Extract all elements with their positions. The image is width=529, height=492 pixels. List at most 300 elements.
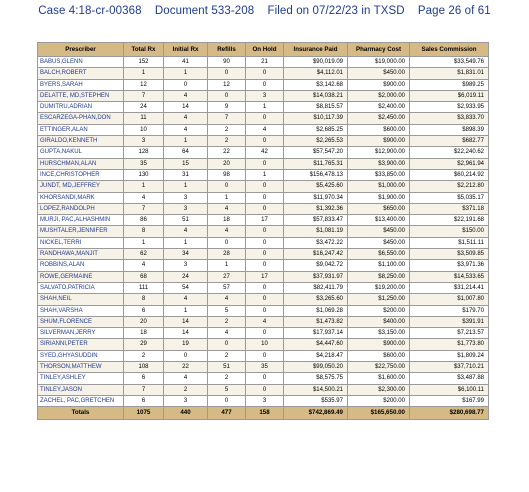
column-header-on-hold: On Hold: [246, 43, 284, 57]
cell-pharmacy-cost: $1,100.00: [348, 260, 410, 271]
cell-sales-commission: $1,809.24: [410, 350, 489, 361]
cell-initial-rx: 19: [164, 339, 208, 350]
cell-total-rx: 111: [124, 282, 164, 293]
cell-on-hold: 0: [246, 192, 284, 203]
cell-sales-commission: $22,240.62: [410, 147, 489, 158]
cell-insurance-paid: $3,265.60: [284, 294, 348, 305]
table-row: [38, 169, 489, 180]
cell-prescriber: SHAH,NEIL: [38, 294, 124, 305]
cell-sales-commission: $3,487.88: [410, 373, 489, 384]
table-row: [38, 282, 489, 293]
cell-sales-commission: $2,961.94: [410, 158, 489, 169]
cell-on-hold: 1: [246, 169, 284, 180]
table-row: [38, 136, 489, 147]
table-header-row: [38, 43, 489, 57]
cell-insurance-paid: $1,392.36: [284, 203, 348, 214]
cell-initial-rx: 15: [164, 158, 208, 169]
cell-on-hold: 0: [246, 68, 284, 79]
column-header-prescriber: Prescriber: [38, 43, 124, 57]
cell-initial-rx: 3: [164, 203, 208, 214]
cell-initial-rx: 2: [164, 384, 208, 395]
cell-prescriber: KHORSANDI,MARK: [38, 192, 124, 203]
cell-initial-rx: 3: [164, 260, 208, 271]
cell-initial-rx: 64: [164, 147, 208, 158]
total-prescriber: Totals: [38, 407, 124, 420]
cell-sales-commission: $179.70: [410, 305, 489, 316]
cell-sales-commission: $167.99: [410, 395, 489, 406]
total-refills: 477: [208, 407, 246, 420]
cell-initial-rx: 1: [164, 237, 208, 248]
cell-refills: 5: [208, 305, 246, 316]
cell-total-rx: 8: [124, 226, 164, 237]
cell-total-rx: 68: [124, 271, 164, 282]
totals-row: [38, 407, 489, 420]
cell-pharmacy-cost: $450.00: [348, 68, 410, 79]
cell-pharmacy-cost: $600.00: [348, 124, 410, 135]
table-row: [38, 237, 489, 248]
cell-refills: 12: [208, 79, 246, 90]
cell-insurance-paid: $4,112.01: [284, 68, 348, 79]
cell-insurance-paid: $1,069.28: [284, 305, 348, 316]
cell-pharmacy-cost: $2,400.00: [348, 102, 410, 113]
cell-initial-rx: 41: [164, 57, 208, 68]
cell-on-hold: 3: [246, 395, 284, 406]
cell-sales-commission: $6,100.11: [410, 384, 489, 395]
cell-sales-commission: $1,007.80: [410, 294, 489, 305]
cell-initial-rx: 1: [164, 136, 208, 147]
cell-refills: 57: [208, 282, 246, 293]
cell-on-hold: 35: [246, 362, 284, 373]
cell-total-rx: 128: [124, 147, 164, 158]
cell-pharmacy-cost: $200.00: [348, 305, 410, 316]
cell-on-hold: 0: [246, 237, 284, 248]
cell-on-hold: 4: [246, 316, 284, 327]
cell-prescriber: RANDHAWA,MANJIT: [38, 249, 124, 260]
cell-total-rx: 35: [124, 158, 164, 169]
cell-on-hold: 0: [246, 181, 284, 192]
column-header-refills: Refills: [208, 43, 246, 57]
cell-prescriber: BABUS,GLENN: [38, 57, 124, 68]
cell-initial-rx: 14: [164, 328, 208, 339]
cell-insurance-paid: $14,038.21: [284, 90, 348, 101]
total-sales-commission: $280,698.77: [410, 407, 489, 420]
cell-insurance-paid: $2,685.25: [284, 124, 348, 135]
cell-pharmacy-cost: $900.00: [348, 339, 410, 350]
table-row: [38, 316, 489, 327]
cell-insurance-paid: $82,411.79: [284, 282, 348, 293]
cell-total-rx: 1: [124, 181, 164, 192]
cell-insurance-paid: $8,815.57: [284, 102, 348, 113]
cell-pharmacy-cost: $13,400.00: [348, 215, 410, 226]
table-body: [38, 57, 489, 407]
cell-total-rx: 24: [124, 102, 164, 113]
cell-prescriber: TINLEY,ASHLEY: [38, 373, 124, 384]
column-header-pharmacy-cost: Pharmacy Cost: [348, 43, 410, 57]
cell-pharmacy-cost: $19,000.00: [348, 57, 410, 68]
cell-total-rx: 6: [124, 373, 164, 384]
cell-prescriber: ROBBINS,ALAN: [38, 260, 124, 271]
cell-pharmacy-cost: $19,200.00: [348, 282, 410, 293]
cell-prescriber: THORSON,MATTHEW: [38, 362, 124, 373]
cell-sales-commission: $989.25: [410, 79, 489, 90]
table-row: [38, 79, 489, 90]
cell-on-hold: 0: [246, 328, 284, 339]
cell-insurance-paid: $5,425.60: [284, 181, 348, 192]
prescriber-table: [37, 42, 489, 420]
cell-refills: 2: [208, 316, 246, 327]
table-row: [38, 294, 489, 305]
cell-sales-commission: $2,212.80: [410, 181, 489, 192]
cell-pharmacy-cost: $900.00: [348, 79, 410, 90]
cell-prescriber: SIRIANNI,PETER: [38, 339, 124, 350]
cell-refills: 22: [208, 147, 246, 158]
cell-pharmacy-cost: $650.00: [348, 203, 410, 214]
cell-total-rx: 10: [124, 124, 164, 135]
cell-prescriber: LOPEZ,RANDOLPH: [38, 203, 124, 214]
cell-refills: 2: [208, 373, 246, 384]
table-row: [38, 57, 489, 68]
cell-initial-rx: 14: [164, 316, 208, 327]
cell-refills: 0: [208, 68, 246, 79]
cell-pharmacy-cost: $12,900.00: [348, 147, 410, 158]
cell-total-rx: 86: [124, 215, 164, 226]
cell-on-hold: 0: [246, 294, 284, 305]
table-row: [38, 203, 489, 214]
cell-prescriber: SHUM,FLORENCE: [38, 316, 124, 327]
cell-prescriber: DELATTE, MD,STEPHEN: [38, 90, 124, 101]
cell-refills: 0: [208, 339, 246, 350]
cell-pharmacy-cost: $3,900.00: [348, 158, 410, 169]
cell-pharmacy-cost: $2,300.00: [348, 384, 410, 395]
cell-prescriber: HURSCHMAN,ALAN: [38, 158, 124, 169]
cell-pharmacy-cost: $1,600.00: [348, 373, 410, 384]
cell-refills: 0: [208, 237, 246, 248]
cell-initial-rx: 51: [164, 215, 208, 226]
total-pharmacy-cost: $165,650.00: [348, 407, 410, 420]
cell-pharmacy-cost: $900.00: [348, 136, 410, 147]
cell-initial-rx: 1: [164, 305, 208, 316]
cell-total-rx: 7: [124, 90, 164, 101]
cell-insurance-paid: $90,019.09: [284, 57, 348, 68]
table-row: [38, 113, 489, 124]
cell-initial-rx: 1: [164, 68, 208, 79]
cell-insurance-paid: $3,472.22: [284, 237, 348, 248]
table-row: [38, 350, 489, 361]
table-row: [38, 215, 489, 226]
cell-initial-rx: 1: [164, 181, 208, 192]
cell-initial-rx: 0: [164, 79, 208, 90]
cell-initial-rx: 3: [164, 395, 208, 406]
cell-pharmacy-cost: $6,550.00: [348, 249, 410, 260]
cell-pharmacy-cost: $1,250.00: [348, 294, 410, 305]
cell-refills: 27: [208, 271, 246, 282]
cell-total-rx: 12: [124, 79, 164, 90]
cell-prescriber: ROWE,GERMAINE: [38, 271, 124, 282]
cell-sales-commission: $60,214.92: [410, 169, 489, 180]
cell-total-rx: 7: [124, 203, 164, 214]
cell-refills: 5: [208, 384, 246, 395]
cell-sales-commission: $33,549.76: [410, 57, 489, 68]
cell-prescriber: ZACHEL, PAC,GRETCHEN: [38, 395, 124, 406]
cell-on-hold: 0: [246, 203, 284, 214]
cell-on-hold: 4: [246, 124, 284, 135]
cell-insurance-paid: $3,142.68: [284, 79, 348, 90]
cell-sales-commission: $371.18: [410, 203, 489, 214]
cell-initial-rx: 22: [164, 362, 208, 373]
cell-insurance-paid: $535.97: [284, 395, 348, 406]
cell-sales-commission: $1,773.80: [410, 339, 489, 350]
page-number: Page 26 of 61: [417, 5, 491, 17]
table-row: [38, 124, 489, 135]
cell-on-hold: 17: [246, 271, 284, 282]
cell-insurance-paid: $17,937.14: [284, 328, 348, 339]
cell-pharmacy-cost: $1,900.00: [348, 192, 410, 203]
cell-initial-rx: 4: [164, 373, 208, 384]
cell-on-hold: 0: [246, 350, 284, 361]
cell-sales-commission: $37,710.21: [410, 362, 489, 373]
cell-initial-rx: 31: [164, 169, 208, 180]
table-row: [38, 362, 489, 373]
cell-sales-commission: $22,191.68: [410, 215, 489, 226]
cell-sales-commission: $3,833.70: [410, 113, 489, 124]
cell-refills: 4: [208, 328, 246, 339]
cell-insurance-paid: $4,218.47: [284, 350, 348, 361]
cell-refills: 1: [208, 260, 246, 271]
cell-sales-commission: $3,971.36: [410, 260, 489, 271]
cell-refills: 28: [208, 249, 246, 260]
cell-prescriber: MURJI, PAC,ALHASHMIN: [38, 215, 124, 226]
table-row: [38, 373, 489, 384]
cell-initial-rx: 34: [164, 249, 208, 260]
cell-insurance-paid: $9,042.72: [284, 260, 348, 271]
cell-pharmacy-cost: $400.00: [348, 316, 410, 327]
cell-total-rx: 6: [124, 305, 164, 316]
cell-sales-commission: $682.77: [410, 136, 489, 147]
cell-total-rx: 3: [124, 136, 164, 147]
table-row: [38, 395, 489, 406]
cell-on-hold: 0: [246, 136, 284, 147]
cell-refills: 0: [208, 181, 246, 192]
cell-sales-commission: $898.39: [410, 124, 489, 135]
cell-prescriber: INCE,CHRISTOPHER: [38, 169, 124, 180]
cell-sales-commission: $3,509.85: [410, 249, 489, 260]
table-row: [38, 90, 489, 101]
table-row: [38, 102, 489, 113]
cell-on-hold: 0: [246, 373, 284, 384]
cell-prescriber: ETTINGER,ALAN: [38, 124, 124, 135]
cell-sales-commission: $7,213.57: [410, 328, 489, 339]
cell-on-hold: 0: [246, 384, 284, 395]
cell-pharmacy-cost: $600.00: [348, 350, 410, 361]
cell-initial-rx: 3: [164, 192, 208, 203]
cell-insurance-paid: $16,247.42: [284, 249, 348, 260]
cell-prescriber: SALVATO,PATRICIA: [38, 282, 124, 293]
cell-on-hold: 3: [246, 90, 284, 101]
case-number: Case 4:18-cr-00368: [38, 5, 142, 17]
cell-insurance-paid: $8,575.75: [284, 373, 348, 384]
cell-prescriber: GUPTA,NAKUL: [38, 147, 124, 158]
cell-sales-commission: $31,214.41: [410, 282, 489, 293]
filed-date: Filed on 07/22/23 in TXSD: [267, 5, 405, 17]
cell-total-rx: 152: [124, 57, 164, 68]
cell-prescriber: ESCARZEGA-PHAN,DON: [38, 113, 124, 124]
cell-refills: 4: [208, 226, 246, 237]
cell-sales-commission: $150.00: [410, 226, 489, 237]
table-row: [38, 271, 489, 282]
cell-insurance-paid: $57,833.47: [284, 215, 348, 226]
cell-pharmacy-cost: $450.00: [348, 226, 410, 237]
table-row: [38, 384, 489, 395]
column-header-total-rx: Total Rx: [124, 43, 164, 57]
table-row: [38, 249, 489, 260]
cell-refills: 90: [208, 57, 246, 68]
cell-on-hold: 0: [246, 282, 284, 293]
cell-refills: 4: [208, 294, 246, 305]
cell-refills: 2: [208, 350, 246, 361]
cell-prescriber: MUSHTALER,JENNIFER: [38, 226, 124, 237]
column-header-insurance-paid: Insurance Paid: [284, 43, 348, 57]
cell-total-rx: 11: [124, 113, 164, 124]
cell-total-rx: 8: [124, 294, 164, 305]
cell-refills: 1: [208, 192, 246, 203]
cell-sales-commission: $1,831.01: [410, 68, 489, 79]
cell-initial-rx: 14: [164, 102, 208, 113]
total-insurance-paid: $742,869.49: [284, 407, 348, 420]
cell-on-hold: 1: [246, 102, 284, 113]
document-header: [0, 5, 529, 17]
table-row: [38, 305, 489, 316]
cell-initial-rx: 4: [164, 226, 208, 237]
cell-on-hold: 0: [246, 226, 284, 237]
cell-total-rx: 29: [124, 339, 164, 350]
cell-sales-commission: $391.91: [410, 316, 489, 327]
cell-refills: 0: [208, 90, 246, 101]
cell-insurance-paid: $99,050.20: [284, 362, 348, 373]
cell-on-hold: 0: [246, 79, 284, 90]
cell-total-rx: 18: [124, 328, 164, 339]
cell-pharmacy-cost: $2,000.00: [348, 90, 410, 101]
cell-insurance-paid: $37,931.97: [284, 271, 348, 282]
total-total-rx: 1075: [124, 407, 164, 420]
cell-on-hold: 0: [246, 249, 284, 260]
cell-sales-commission: $1,511.11: [410, 237, 489, 248]
cell-prescriber: SILVERMAN,JERRY: [38, 328, 124, 339]
cell-initial-rx: 4: [164, 124, 208, 135]
cell-sales-commission: $5,035.17: [410, 192, 489, 203]
cell-refills: 18: [208, 215, 246, 226]
cell-on-hold: 0: [246, 113, 284, 124]
cell-insurance-paid: $156,478.13: [284, 169, 348, 180]
cell-initial-rx: 24: [164, 271, 208, 282]
cell-total-rx: 4: [124, 192, 164, 203]
cell-insurance-paid: $14,500.21: [284, 384, 348, 395]
cell-total-rx: 6: [124, 395, 164, 406]
cell-refills: 20: [208, 158, 246, 169]
cell-prescriber: SYED,GHYASUDDIN: [38, 350, 124, 361]
cell-pharmacy-cost: $200.00: [348, 395, 410, 406]
cell-on-hold: 21: [246, 57, 284, 68]
cell-pharmacy-cost: $3,150.00: [348, 328, 410, 339]
cell-prescriber: DUMITRU,ADRIAN: [38, 102, 124, 113]
cell-on-hold: 42: [246, 147, 284, 158]
cell-pharmacy-cost: $22,750.00: [348, 362, 410, 373]
cell-total-rx: 4: [124, 260, 164, 271]
table-row: [38, 339, 489, 350]
cell-sales-commission: $2,933.95: [410, 102, 489, 113]
cell-total-rx: 108: [124, 362, 164, 373]
total-initial-rx: 440: [164, 407, 208, 420]
table-row: [38, 226, 489, 237]
cell-total-rx: 62: [124, 249, 164, 260]
table-row: [38, 260, 489, 271]
table-row: [38, 158, 489, 169]
cell-total-rx: 130: [124, 169, 164, 180]
cell-refills: 9: [208, 102, 246, 113]
cell-refills: 2: [208, 124, 246, 135]
cell-initial-rx: 54: [164, 282, 208, 293]
cell-insurance-paid: $2,265.53: [284, 136, 348, 147]
document-number: Document 533-208: [154, 5, 255, 17]
cell-pharmacy-cost: $8,250.00: [348, 271, 410, 282]
prescriber-table-container: [37, 42, 488, 420]
cell-initial-rx: 4: [164, 113, 208, 124]
table-row: [38, 147, 489, 158]
column-header-initial-rx: Initial Rx: [164, 43, 208, 57]
cell-initial-rx: 4: [164, 294, 208, 305]
table-row: [38, 68, 489, 79]
cell-prescriber: NICKEL,TERRI: [38, 237, 124, 248]
cell-insurance-paid: $11,765.31: [284, 158, 348, 169]
cell-on-hold: 0: [246, 260, 284, 271]
cell-on-hold: 0: [246, 305, 284, 316]
cell-refills: 4: [208, 203, 246, 214]
cell-prescriber: BYERS,SARAH: [38, 79, 124, 90]
cell-refills: 98: [208, 169, 246, 180]
cell-initial-rx: 4: [164, 90, 208, 101]
cell-prescriber: BALCH,ROBERT: [38, 68, 124, 79]
total-on-hold: 158: [246, 407, 284, 420]
table-row: [38, 192, 489, 203]
cell-insurance-paid: $10,117.39: [284, 113, 348, 124]
cell-pharmacy-cost: $2,450.00: [348, 113, 410, 124]
cell-total-rx: 1: [124, 237, 164, 248]
cell-prescriber: GIRALDO,KENNETH: [38, 136, 124, 147]
cell-total-rx: 2: [124, 350, 164, 361]
cell-total-rx: 7: [124, 384, 164, 395]
cell-refills: 51: [208, 362, 246, 373]
cell-sales-commission: $6,019.11: [410, 90, 489, 101]
table-row: [38, 328, 489, 339]
cell-insurance-paid: $1,473.82: [284, 316, 348, 327]
cell-refills: 2: [208, 136, 246, 147]
cell-insurance-paid: $57,547.20: [284, 147, 348, 158]
cell-prescriber: TINLEY,JASON: [38, 384, 124, 395]
cell-prescriber: SHAH,VARSHA: [38, 305, 124, 316]
table-row: [38, 181, 489, 192]
cell-refills: 7: [208, 113, 246, 124]
cell-refills: 0: [208, 395, 246, 406]
cell-sales-commission: $14,533.65: [410, 271, 489, 282]
cell-total-rx: 1: [124, 68, 164, 79]
cell-initial-rx: 0: [164, 350, 208, 361]
cell-pharmacy-cost: $33,850.00: [348, 169, 410, 180]
column-header-sales-commission: Sales Commission: [410, 43, 489, 57]
cell-on-hold: 17: [246, 215, 284, 226]
cell-total-rx: 20: [124, 316, 164, 327]
cell-on-hold: 0: [246, 158, 284, 169]
cell-pharmacy-cost: $1,000.00: [348, 181, 410, 192]
cell-on-hold: 10: [246, 339, 284, 350]
